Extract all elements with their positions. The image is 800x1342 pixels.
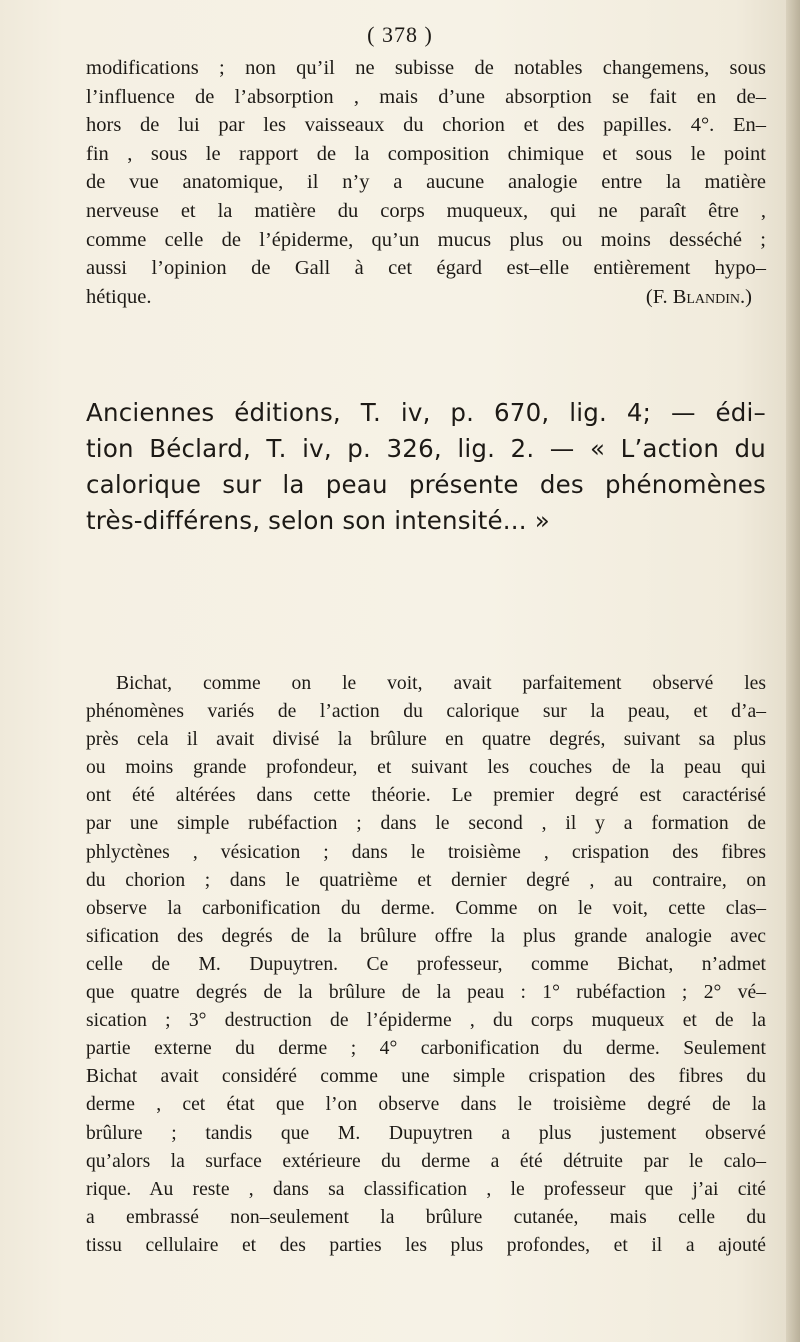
text-line: celle de M. Dupuytren. Ce professeur, comme Bichat, n’admet — [86, 953, 766, 975]
text-line: nerveuse et la matière du corps muqueux, qui ne paraît être , — [86, 199, 766, 222]
text-line: modifications ; non qu’il ne subisse de notables changemens, sous — [86, 57, 766, 79]
page-edge — [786, 0, 800, 1342]
text-line: partie externe du derme ; 4° carbonification du derme. Seulement — [86, 1038, 766, 1060]
section-heading — [86, 395, 766, 539]
text-line-end: hétique. — [86, 285, 152, 308]
text-line: phénomènes variés de l’action du calorique sur la peau, et d’a– — [86, 701, 766, 723]
paragraph-2 — [86, 670, 766, 1260]
page-number: ( 378 ) — [367, 22, 433, 47]
text-line: de vue anatomique, il n’y a aucune analogie entre la matière — [86, 171, 766, 194]
text-line: du chorion ; dans le quatrième et dernier degré , au contraire, on — [86, 869, 766, 891]
text-line: qu’alors la surface extérieure du derme a été détruite par le calo– — [86, 1150, 766, 1172]
heading-line: Anciennes éditions, T. iv, p. 670, lig. 4; — édi– — [86, 398, 766, 427]
text-line: sification des degrés de la brûlure offre la plus grande analogie avec — [86, 925, 766, 947]
text-line: comme celle de l’épiderme, qu’un mucus plus ou moins desséché ; — [86, 228, 766, 251]
author-signature: (F. Blandin.) — [645, 285, 752, 308]
text-line: près cela il avait divisé la brûlure en quatre degrés, suivant sa plus — [86, 729, 766, 751]
text-line: rique. Au reste , dans sa classification , le professeur que j’ai cité — [86, 1178, 766, 1200]
text-line: sication ; 3° destruction de l’épiderme , du corps muqueux et de la — [86, 1010, 766, 1032]
text-line: que quatre degrés de la brûlure de la peau : 1° rubéfaction ; 2° vé– — [86, 982, 766, 1004]
text-line: ou moins grande profondeur, et suivant les couches de la peau qui — [86, 757, 766, 779]
text-line: par une simple rubéfaction ; dans le second , il y a formation de — [86, 813, 766, 835]
text-line: hors de lui par les vaisseaux du chorion et des papilles. 4°. En– — [86, 114, 766, 137]
text-line: l’influence de l’absorption , mais d’une absorption se fait en de– — [86, 85, 766, 108]
text-line: fin , sous le rapport de la composition chimique et sous le point — [86, 142, 766, 165]
text-line: brûlure ; tandis que M. Dupuytren a plus justement observé — [86, 1122, 766, 1144]
text-line: phlyctènes , vésication ; dans le troisième , crispation des fibres — [86, 841, 766, 863]
paragraph-1 — [86, 54, 766, 311]
heading-line: calorique sur la peau présente des phénomènes — [86, 470, 766, 499]
text-line: a embrassé non–seulement la brûlure cutanée, mais celle du — [86, 1206, 766, 1228]
text-line: derme , cet état que l’on observe dans le troisième degré de la — [86, 1094, 766, 1116]
text-line-last — [86, 283, 766, 312]
heading-line: très-différens, selon son intensité... » — [86, 506, 550, 535]
text-line: Bichat, comme on le voit, avait parfaitement observé les — [116, 673, 766, 694]
text-line: tissu cellulaire et des parties les plus profondes, et il a ajouté — [86, 1234, 766, 1256]
text-line: ont été altérées dans cette théorie. Le premier degré est caractérisé — [86, 785, 766, 807]
heading-line: tion Béclard, T. iv, p. 326, lig. 2. — « L’action du — [86, 434, 766, 463]
text-line: Bichat avait considéré comme une simple crispation des fibres du — [86, 1066, 766, 1088]
text-line: aussi l’opinion de Gall à cet égard est–elle entièrement hypo– — [86, 257, 766, 280]
text-line: observe la carbonification du derme. Comme on le voit, cette clas– — [86, 897, 766, 919]
